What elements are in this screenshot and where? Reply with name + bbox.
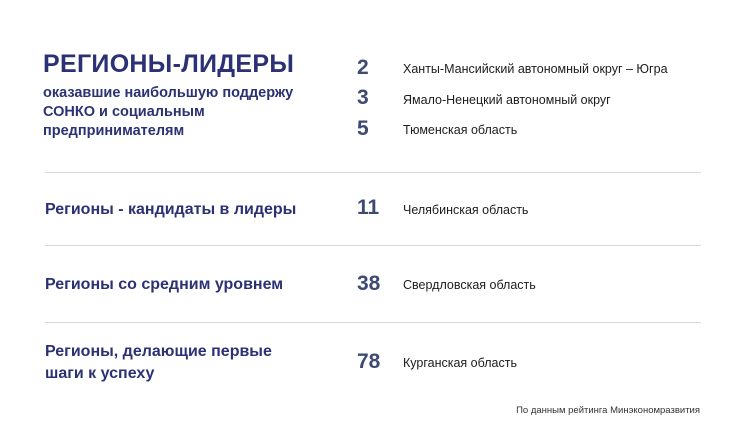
leader-region-2: Ямало-Ненецкий автономный округ xyxy=(403,93,611,107)
candidates-title: Регионы - кандидаты в лидеры xyxy=(45,201,297,218)
leaders-subtitle-line-1: оказавшие наибольшую поддержу xyxy=(43,85,294,101)
middle-title: Регионы со средним уровнем xyxy=(45,276,284,293)
leader-rank-3: 5 xyxy=(357,117,369,140)
divider xyxy=(45,322,701,323)
leader-rank-1: 2 xyxy=(357,56,369,79)
first-steps-rank: 78 xyxy=(357,350,381,373)
source-footnote: По данным рейтинга Минэкономразвития xyxy=(516,405,700,416)
leader-rank-2: 3 xyxy=(357,86,369,109)
middle-rank: 38 xyxy=(357,272,381,295)
first-steps-title-line-1: Регионы, делающие первые xyxy=(45,343,272,360)
leaders-subtitle-line-2: СОНКО и социальным xyxy=(43,104,205,120)
candidates-region: Челябинская область xyxy=(403,203,529,217)
leaders-title: РЕГИОНЫ-ЛИДЕРЫ xyxy=(43,50,295,78)
divider xyxy=(45,245,701,246)
first-steps-title-line-2: шаги к успеху xyxy=(45,365,155,382)
candidates-rank: 11 xyxy=(357,196,380,219)
leaders-subtitle-line-3: предпринимателям xyxy=(43,123,185,139)
middle-region: Свердловская область xyxy=(403,278,536,292)
divider xyxy=(45,172,701,173)
leader-region-1: Ханты-Мансийский автономный округ – Югра xyxy=(403,62,668,76)
first-steps-region: Курганская область xyxy=(403,356,517,370)
leader-region-3: Тюменская область xyxy=(403,123,518,137)
